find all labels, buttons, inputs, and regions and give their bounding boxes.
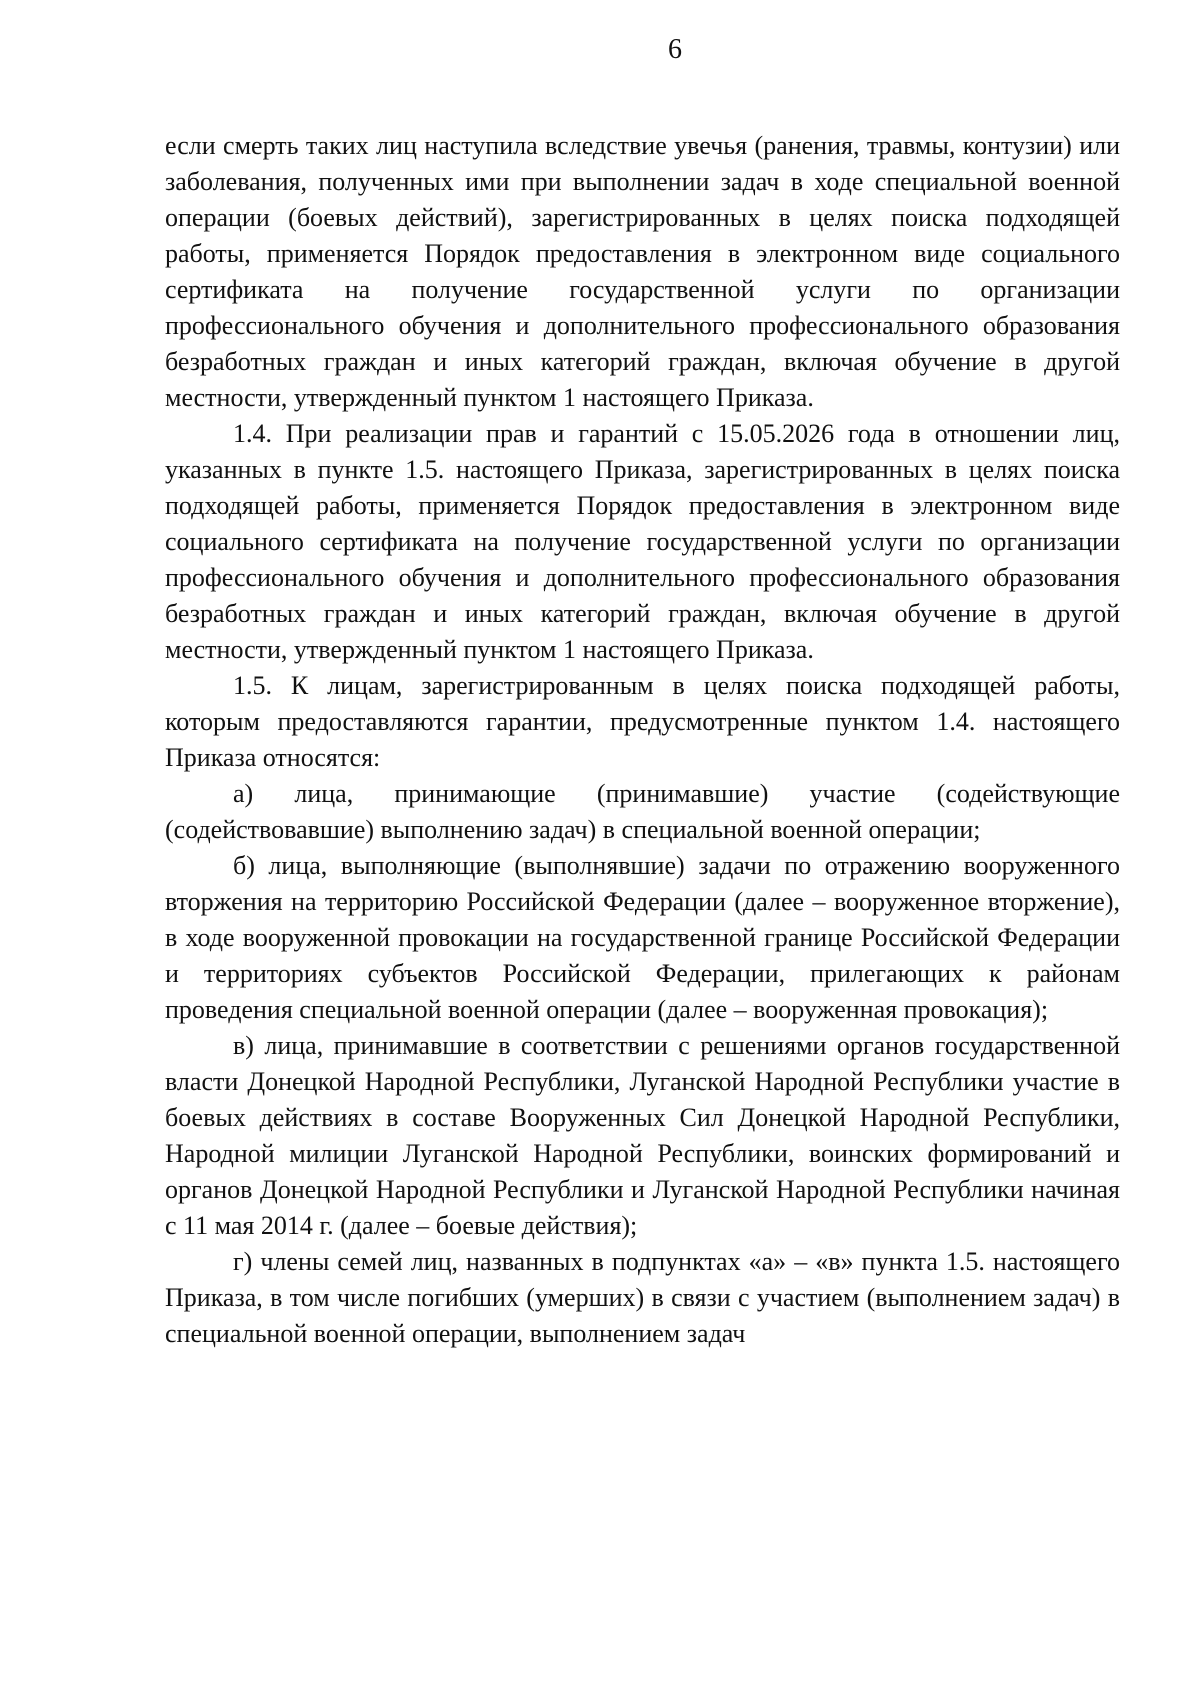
list-item-v: в) лица, принимавшие в соответствии с решениями органов государственной власти Донецкой Народной Республики, Луганской Народной Республики участие в боевых действиях в составе Вооруженных Сил Донецкой Народной Республики, Народной милиции Луганской Народной Республики, воинских формирований и органов Донецкой Народной Республики и Луганской Народной Республики начиная с 11 мая 2014 г. (далее – боевые действия); — [165, 1031, 1120, 1240]
document-body — [165, 128, 1120, 1352]
list-item-b: б) лица, выполняющие (выполнявшие) задачи по отражению вооруженного вторжения на территорию Российской Федерации (далее – вооруженное вторжение), в ходе вооруженной провокации на государственной границе Российской Федерации и территориях субъектов Российской Федерации, прилегающих к районам проведения специальной военной операции (далее – вооруженная провокация); — [165, 851, 1120, 1024]
list-item-a: а) лица, принимающие (принимавшие) участие (содействующие (содействовавшие) выполнению задач) в специальной военной операции; — [165, 779, 1120, 844]
paragraph-1-4: 1.4. При реализации прав и гарантий с 15.05.2026 года в отношении лиц, указанных в пункте 1.5. настоящего Приказа, зарегистрированных в целях поиска подходящей работы, применяется Порядок предоставления в электронном виде социального сертификата на получение государственной услуги по организации профессионального обучения и дополнительного профессионального образования безработных граждан и иных категорий граждан, включая обучение в другой местности, утвержденный пунктом 1 настоящего Приказа. — [165, 419, 1120, 664]
paragraph-continuation: если смерть таких лиц наступила вследствие увечья (ранения, травмы, контузии) или заболевания, полученных ими при выполнении задач в ходе специальной военной операции (боевых действий), зарегистрированных в целях поиска подходящей работы, применяется Порядок предоставления в электронном виде социального сертификата на получение государственной услуги по организации профессионального обучения и дополнительного профессионального образования безработных граждан и иных категорий граждан, включая обучение в другой местности, утвержденный пунктом 1 настоящего Приказа. — [165, 131, 1120, 412]
paragraph-1-5: 1.5. К лицам, зарегистрированным в целях поиска подходящей работы, которым предоставляются гарантии, предусмотренные пунктом 1.4. настоящего Приказа относятся: — [165, 671, 1120, 772]
page-number: 6 — [668, 34, 682, 65]
list-item-g: г) члены семей лиц, названных в подпунктах «а» – «в» пункта 1.5. настоящего Приказа, в том числе погибших (умерших) в связи с участием (выполнением задач) в специальной военной операции, выполнением задач — [165, 1247, 1120, 1348]
